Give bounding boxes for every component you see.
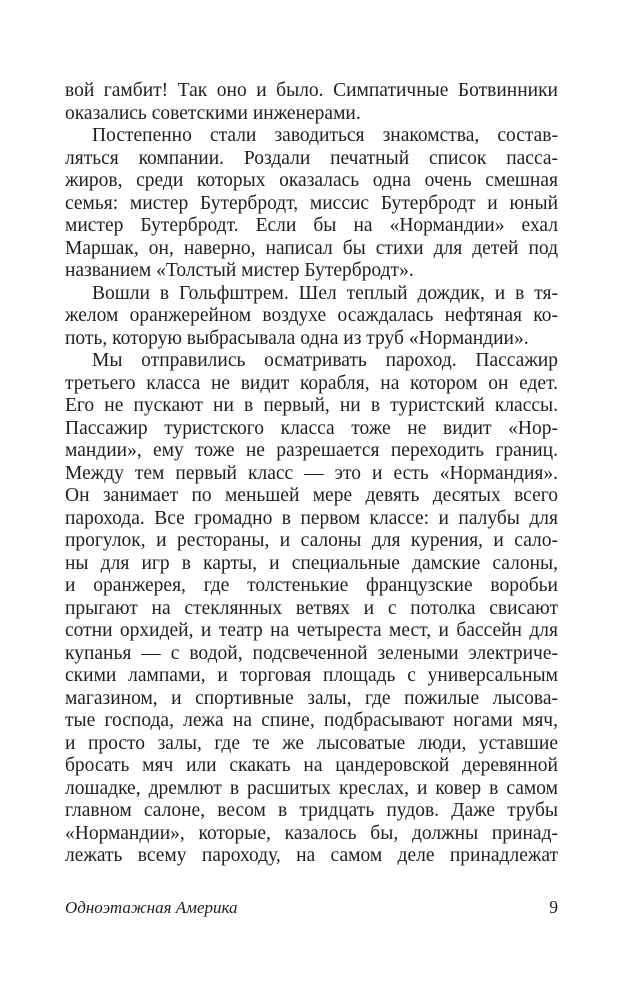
text-line: названием «Толстый мистер Бутербродт». xyxy=(65,260,414,281)
text-line: мандии», ему тоже не разрешается переходить границ. xyxy=(65,440,558,461)
text-line: вой гамбит! Так оно и было. Симпатичные Ботвинники xyxy=(65,80,558,101)
text-line: лошадке, дремлют в расшитых креслах, и ковер в самом xyxy=(65,777,558,799)
text-line: и просто залы, где те же лысоватые люди, уставшие xyxy=(65,732,558,754)
text-line: Маршак, он, наверно, написал бы стихи для детей под xyxy=(65,237,558,259)
text-line: ны для игр в карты, и специальные дамские салоны, xyxy=(65,552,558,574)
text-line: лежать всему пароходу, на самом деле принадлежат xyxy=(65,845,558,866)
text-line: мистер Бутербродт. Если бы на «Нормандии» ехал xyxy=(65,215,558,236)
text-line: Между тем первый класс — это и есть «Нормандия». xyxy=(65,462,558,484)
text-line: тые господа, лежа на спине, подбрасывают ногами мяч, xyxy=(65,710,558,731)
page-number: 9 xyxy=(549,897,558,917)
text-block xyxy=(65,80,558,868)
text-line: желом оранжерейном воздухе осаждалась нефтяная ко- xyxy=(65,305,558,326)
text-line: сотни орхидей, и театр на четыреста мест, и бассейн для xyxy=(65,620,558,641)
text-line: Он занимает по меньшей мере девять десятых всего xyxy=(65,485,558,506)
text-line: Вошли в Гольфштрем. Шел теплый дождик, и в тя- xyxy=(92,282,558,304)
text-line: прогулок, и рестораны, и салоны для курения, и сало- xyxy=(65,530,558,551)
text-line: магазином, и спортивные залы, где пожилые лысова- xyxy=(65,687,558,709)
text-line: третьего класса не видит корабля, на котором он едет. xyxy=(65,372,558,394)
text-line: ляться компании. Роздали печатный список пасса- xyxy=(65,147,558,169)
text-line: прыгают на стеклянных ветвях и с потолка свисают xyxy=(65,597,558,619)
text-line: жиров, среди которых оказалась одна очень смешная xyxy=(65,170,558,191)
text-line: и оранжерея, где толстенькие французские воробьи xyxy=(65,575,558,596)
text-line: Мы отправились осматривать пароход. Пассажир xyxy=(92,350,558,371)
text-line: главном салоне, весом в тридцать пудов. Даже трубы xyxy=(65,800,558,821)
text-line: поть, которую выбрасывала одна из труб «Нормандии». xyxy=(65,327,529,349)
text-line: Постепенно стали заводиться знакомства, состав- xyxy=(92,125,558,146)
text-line: Пассажир туристского класса тоже не видит «Нор- xyxy=(65,417,558,439)
text-line: парохода. Все громадно в первом классе: и палубы для xyxy=(65,507,558,529)
text-line: Его не пускают ни в первый, ни в туристский классы. xyxy=(65,395,558,416)
text-line: купанья — с водой, подсвеченной зелеными электриче- xyxy=(65,642,558,664)
text-line: семья: мистер Бутербродт, миссис Бутербродт и юный xyxy=(65,192,558,214)
footer xyxy=(65,897,558,918)
footer-book-title: Одноэтажная Америка xyxy=(65,898,238,917)
text-line: скими лампами, и торговая площадь с универсальным xyxy=(65,665,558,686)
text-line: «Нормандии», которые, казалось бы, должны принад- xyxy=(65,822,558,844)
text-line: бросать мяч или скакать на цандеровской деревянной xyxy=(65,755,558,776)
text-line: оказались советскими инженерами. xyxy=(65,102,361,124)
